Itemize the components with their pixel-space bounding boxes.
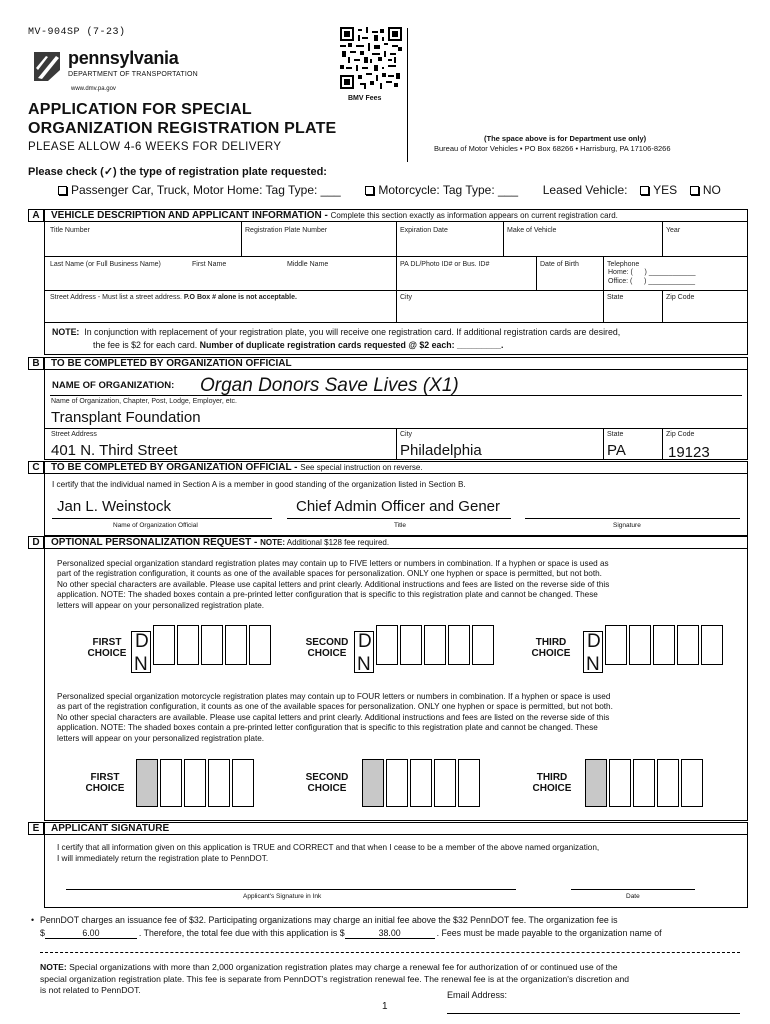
renewal-note-line3: is not related to PennDOT. (40, 985, 141, 995)
street-address-label-text: Street Address - Must list a street address. (50, 294, 182, 301)
std-first-l2: CHOICE (87, 648, 127, 659)
mc-third-char-box[interactable] (681, 759, 703, 807)
page-number: 1 (382, 1001, 388, 1012)
mc-third-l2: CHOICE (532, 783, 572, 794)
para2-line2: as part of the registration configuration, it counts as one of the available spaces for personalization. ONLY one hyphen or space is permitted, but not both. (57, 702, 613, 712)
official-name-label: Name of Organization Official (113, 522, 198, 529)
leased-no-label: NO (702, 183, 721, 197)
section-d-note: Additional $128 fee required. (284, 538, 390, 547)
std-second-plate-bottom: N (357, 654, 371, 675)
mc-first-char-box[interactable] (160, 759, 182, 807)
official-title-field[interactable]: Chief Admin Officer and Gener (296, 498, 500, 515)
para2-line1: Personalized special organization motorcycle registration plates may contain up to FOUR letters or numbers in combination. If a hyphen or space is used (57, 692, 611, 701)
para1-line5: letters will appear on your personalized registration plate. (57, 600, 265, 610)
std-first-char-box[interactable] (249, 625, 271, 665)
std-third-l1: THIRD (535, 637, 567, 648)
org-city-field[interactable]: Philadelphia (400, 442, 482, 459)
std-first-plate-bottom: N (134, 654, 148, 675)
mc-second-char-box[interactable] (458, 759, 480, 807)
applicant-zip-field[interactable] (662, 290, 748, 322)
std-second-char-box[interactable] (376, 625, 398, 665)
bullet-icon: • (31, 915, 35, 925)
section-d-title: OPTIONAL PERSONALIZATION REQUEST - (51, 537, 261, 548)
applicant-state-field[interactable] (603, 290, 662, 322)
po-box-warning: P.O Box # alone is not acceptable. (183, 294, 297, 301)
org-street-label: Street Address (51, 431, 97, 438)
leased-yes-checkbox[interactable] (640, 186, 649, 195)
official-title-label: Title (394, 522, 407, 529)
std-second-char-box[interactable] (400, 625, 422, 665)
section-c-header (44, 461, 748, 474)
std-first-l1: FIRST (92, 637, 122, 648)
section-a-letter: A (28, 209, 44, 222)
section-e-letter: E (28, 822, 44, 835)
section-d-header (44, 536, 748, 549)
passenger-checkbox[interactable] (58, 186, 67, 195)
section-c-letter: C (28, 461, 44, 474)
section-c-certify: I certify that the individual named in Section A is a member in good standing of the organization listed in Section B. (52, 480, 466, 489)
reg-plate-number-label: Registration Plate Number (245, 227, 328, 234)
applicant-street-field[interactable] (44, 290, 396, 322)
para1-line4: application. NOTE: The shaded boxes contain a pre-printed letter configuration that is specific to this registration plate and cannot be changed. These (57, 590, 598, 600)
std-third-char-box[interactable] (629, 625, 651, 665)
first-name-label: First Name (192, 261, 227, 268)
section-e-title: APPLICANT SIGNATURE (44, 822, 748, 835)
mc-third-shaded-box (585, 759, 607, 807)
pa-dl-label: PA DL/Photo ID# or Bus. ID# (400, 261, 490, 268)
fee-dollar: $ (40, 928, 45, 938)
para1-line2: part of the registration configuration, it counts as one of the available spaces for personalization. ONLY one hyphen or space is permitted, but not both. (57, 569, 602, 579)
std-first-choice-label (87, 637, 127, 659)
logo-department: DEPARTMENT OF TRANSPORTATION (68, 71, 198, 78)
form-title-line1: APPLICATION FOR SPECIAL (28, 101, 252, 118)
applicant-certify-line1: I certify that all information given on this application is TRUE and CORRECT and that when I cease to be a member of the above named organization, (57, 843, 600, 852)
std-first-char-box[interactable] (201, 625, 223, 665)
std-second-choice-label (303, 637, 351, 659)
section-c-note: See special instruction on reverse. (300, 463, 423, 472)
applicant-zip-label: Zip Code (666, 294, 695, 301)
org-fee-field[interactable]: 6.00 (45, 928, 137, 939)
org-zip-field[interactable]: 19123 (668, 444, 710, 461)
org-name-label: NAME OF ORGANIZATION: (52, 380, 175, 391)
standard-plate-instructions (57, 559, 738, 611)
org-name-field[interactable]: Organ Donors Save Lives (X1) (200, 375, 459, 396)
std-second-char-box[interactable] (424, 625, 446, 665)
mc-third-char-box[interactable] (633, 759, 655, 807)
para2-line3: No other special characters are available. Please use capital letters and print clearly. Additional instructions and fees are listed on the reverse side of this (57, 712, 610, 722)
std-third-plate-bottom: N (586, 654, 600, 675)
fee-line1: PennDOT charges an issuance fee of $32. Participating organizations may charge an initial fee above the $32 PennDOT fee. The organization fee is (40, 915, 618, 925)
applicant-signature-label: Applicant's Signature in Ink (243, 893, 322, 900)
para1-line1: Personalized special organization standard registration plates may contain up to FIVE letters or numbers in combination. If a hyphen or space is used as (57, 559, 609, 568)
para2-line5: letters will appear on your personalized registration plate. (57, 733, 265, 743)
mc-second-char-box[interactable] (434, 759, 456, 807)
org-state-field[interactable]: PA (607, 442, 626, 459)
mc-third-l1: THIRD (536, 772, 568, 783)
section-d-letter: D (28, 536, 44, 549)
official-name-field[interactable]: Jan L. Weinstock (57, 498, 171, 515)
duplicate-cards-note (52, 327, 620, 337)
delivery-notice: PLEASE ALLOW 4-6 WEEKS FOR DELIVERY (28, 141, 282, 153)
last-name-label: Last Name (or Full Business Name) (50, 261, 161, 268)
mc-first-choice-label (84, 772, 126, 794)
motorcycle-plate-instructions (57, 692, 738, 744)
bureau-address: Bureau of Motor Vehicles • PO Box 68266 • Harrisburg, PA 17106-8266 (434, 144, 671, 153)
email-label: Email Address: (447, 990, 508, 1000)
note-label: NOTE: (52, 327, 80, 337)
section-d-note-label: NOTE: (260, 538, 285, 547)
total-fee-field[interactable]: 38.00 (345, 928, 435, 939)
mc-first-l1: FIRST (90, 772, 120, 783)
mc-first-shaded-box (136, 759, 158, 807)
renewal-note (40, 962, 740, 997)
keystone-logo-icon (30, 50, 64, 82)
section-a-title: VEHICLE DESCRIPTION AND APPLICANT INFORMATION - (51, 210, 331, 221)
mc-second-char-box[interactable] (386, 759, 408, 807)
header-divider (407, 28, 408, 162)
org-street-field[interactable]: 401 N. Third Street (51, 442, 178, 459)
reg-plate-number-field[interactable] (241, 222, 396, 256)
applicant-name-field[interactable] (44, 256, 396, 290)
std-first-plate-top: D (135, 631, 149, 652)
telephone-label: Telephone (607, 261, 640, 268)
org-sub-field[interactable]: Transplant Foundation (51, 409, 201, 426)
para2-line4: application. NOTE: The shaded boxes contain a pre-printed letter configuration that is specific to this registration plate and cannot be changed. These (57, 723, 598, 733)
motorcycle-option-label: Motorcycle: Tag Type: ___ (378, 183, 519, 197)
email-field[interactable] (447, 1013, 740, 1014)
renewal-note-line1: Special organizations with more than 2,000 organization registration plates may charge a renewal fee for authorization of or continued use of the (69, 962, 618, 972)
year-label: Year (666, 227, 681, 234)
std-third-char-box[interactable] (653, 625, 675, 665)
applicant-signature-field[interactable] (66, 868, 516, 889)
duplicate-cards-count[interactable]: Number of duplicate registration cards requested @ $2 each: _________. (199, 340, 504, 350)
make-of-vehicle-field[interactable] (503, 222, 662, 256)
std-third-char-box[interactable] (677, 625, 699, 665)
mc-third-char-box[interactable] (609, 759, 631, 807)
std-first-char-box[interactable] (177, 625, 199, 665)
std-third-char-box[interactable] (605, 625, 627, 665)
title-number-label: Title Number (50, 227, 90, 234)
fee-end: . Fees must be made payable to the organization name of (436, 928, 662, 938)
mc-third-choice-label (529, 772, 575, 794)
applicant-state-label: State (607, 294, 624, 301)
para1-line3: No other special characters are available. Please use capital letters and print clearly. Additional instructions and fees are listed on the reverse side of this (57, 579, 610, 589)
plate-type-options (58, 183, 721, 197)
std-third-plate-top: D (587, 631, 601, 652)
std-second-plate-top: D (358, 631, 372, 652)
leased-yes-label: YES (653, 183, 678, 197)
section-b-letter: B (28, 357, 44, 370)
std-second-char-box[interactable] (472, 625, 494, 665)
note-text2: the fee is $2 for each card. (93, 340, 198, 350)
form-title-line2: ORGANIZATION REGISTRATION PLATE (28, 120, 337, 137)
year-field[interactable] (662, 222, 748, 256)
applicant-date-field[interactable] (571, 868, 695, 889)
form-number: MV-904SP (7-23) (28, 27, 126, 38)
mc-first-l2: CHOICE (85, 783, 125, 794)
std-second-char-box[interactable] (448, 625, 470, 665)
std-first-char-box[interactable] (153, 625, 175, 665)
department-use-note: (The space above is for Department use only) (484, 134, 647, 143)
bmv-fees-label: BMV Fees (348, 95, 382, 102)
applicant-certify-line2: I will immediately return the registration plate to PennDOT. (57, 854, 269, 863)
std-third-l2: CHOICE (531, 648, 571, 659)
dob-field[interactable] (536, 256, 603, 290)
home-phone-field[interactable]: Home: ( ) ____________ (608, 269, 696, 276)
logo-brand: pennsylvania (68, 48, 179, 68)
org-sub-label: Name of Organization, Chapter, Post, Lodge, Employer, etc. (51, 398, 237, 405)
official-signature-label: Signature (613, 522, 641, 529)
org-state-label: State (607, 431, 624, 438)
std-second-l1: SECOND (305, 637, 349, 648)
section-c-title: TO BE COMPLETED BY ORGANIZATION OFFICIAL - (51, 462, 301, 473)
title-number-field[interactable] (44, 222, 241, 256)
mc-third-char-box[interactable] (657, 759, 679, 807)
mc-first-char-box[interactable] (184, 759, 206, 807)
section-b-title: TO BE COMPLETED BY ORGANIZATION OFFICIAL (44, 357, 748, 370)
leased-vehicle-label: Leased Vehicle: (542, 183, 628, 197)
renewal-note-label: NOTE: (40, 962, 67, 972)
duplicate-cards-note-line2 (93, 340, 504, 350)
motorcycle-checkbox[interactable] (365, 186, 374, 195)
mc-second-char-box[interactable] (410, 759, 432, 807)
std-third-char-box[interactable] (701, 625, 723, 665)
fee-line2 (40, 928, 662, 939)
org-zip-label: Zip Code (666, 431, 695, 438)
plate-type-prompt: Please check (✓) the type of registration plate requested: (28, 166, 327, 178)
note-text: In conjunction with replacement of your registration plate, you will receive one registration card. If additional registration cards are desired, (84, 327, 621, 337)
mc-first-char-box[interactable] (208, 759, 230, 807)
section-a-note: Complete this section exactly as information appears on current registration card. (330, 211, 618, 220)
middle-name-label: Middle Name (287, 261, 329, 268)
applicant-date-label: Date (626, 893, 640, 900)
office-phone-field[interactable]: Office: ( ) ____________ (608, 278, 696, 285)
logo-url: www.dmv.pa.gov (71, 86, 116, 92)
applicant-certify (57, 842, 599, 864)
org-payable-line[interactable] (40, 952, 740, 953)
mc-second-shaded-box (362, 759, 384, 807)
mc-second-l2: CHOICE (307, 783, 347, 794)
fee-mid: . Therefore, the total fee due with this application is $ (138, 928, 345, 938)
dob-label: Date of Birth (540, 261, 579, 268)
make-of-vehicle-label: Make of Vehicle (507, 227, 557, 234)
applicant-city-label: City (400, 294, 413, 301)
renewal-note-line2: special organization registration plate. This fee is separate from PennDOT's registration renewal fee. The renewal fee is at the organization's discretion and (40, 973, 630, 984)
std-second-l2: CHOICE (307, 648, 347, 659)
expiration-date-label: Expiration Date (400, 227, 448, 234)
org-city-label: City (400, 431, 413, 438)
official-signature-field[interactable] (526, 498, 740, 518)
std-third-choice-label (528, 637, 574, 659)
mc-first-char-box[interactable] (232, 759, 254, 807)
expiration-date-field[interactable] (396, 222, 503, 256)
qr-code-icon (340, 27, 402, 89)
mc-second-l1: SECOND (305, 772, 349, 783)
section-a-header (44, 209, 748, 222)
passenger-option-label: Passenger Car, Truck, Motor Home: Tag Type: ___ (71, 183, 341, 197)
leased-no-checkbox[interactable] (690, 186, 699, 195)
mc-second-choice-label (303, 772, 351, 794)
std-first-char-box[interactable] (225, 625, 247, 665)
applicant-city-field[interactable] (396, 290, 603, 322)
pa-dl-field[interactable] (396, 256, 536, 290)
